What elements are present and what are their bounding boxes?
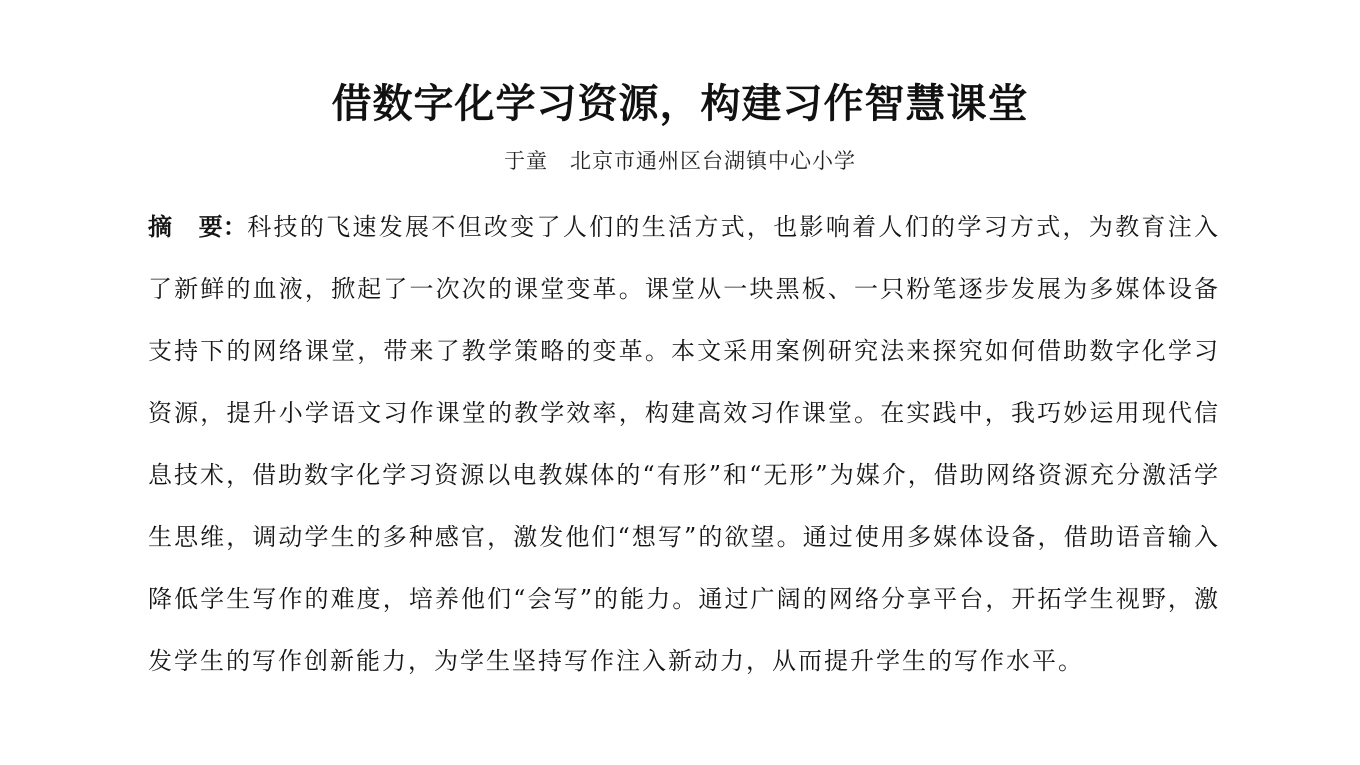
- abstract-label-second: 要：: [198, 213, 248, 241]
- abstract-label: [148, 213, 247, 241]
- paper-title: 借数字化学习资源，构建习作智慧课堂: [331, 81, 1029, 127]
- author-affiliation: 北京市通州区台湖镇中心小学: [570, 149, 856, 173]
- abstract-label-first: 摘: [148, 213, 173, 241]
- author-name: 于童: [504, 149, 548, 173]
- abstract-paragraph: [148, 196, 1220, 692]
- abstract-text: 科技的飞速发展不但改变了人们的生活方式，也影响着人们的学习方式，为教育注入了新鲜的血液，掀起了一次次的课堂变革。课堂从一块黑板、一只粉笔逐步发展为多媒体设备支持下的网络课堂，带来了教学策略的变革。本文采用案例研究法来探究如何借助数字化学习资源，提升小学语文习作课堂的教学效率，构建高效习作课堂。在实践中，我巧妙运用现代信息技术，借助数字化学习资源以电教媒体的“有形”和“无形”为媒介，借助网络资源充分激活学生思维，调动学生的多种感官，激发他们“想写”的欲望。通过使用多媒体设备，借助语音输入降低学生写作的难度，培养他们“会写”的能力。通过广阔的网络分享平台，开拓学生视野，激发学生的写作创新能力，为学生坚持写作注入新动力，从而提升学生的写作水平。: [148, 213, 1221, 675]
- author-line: [0, 145, 1360, 177]
